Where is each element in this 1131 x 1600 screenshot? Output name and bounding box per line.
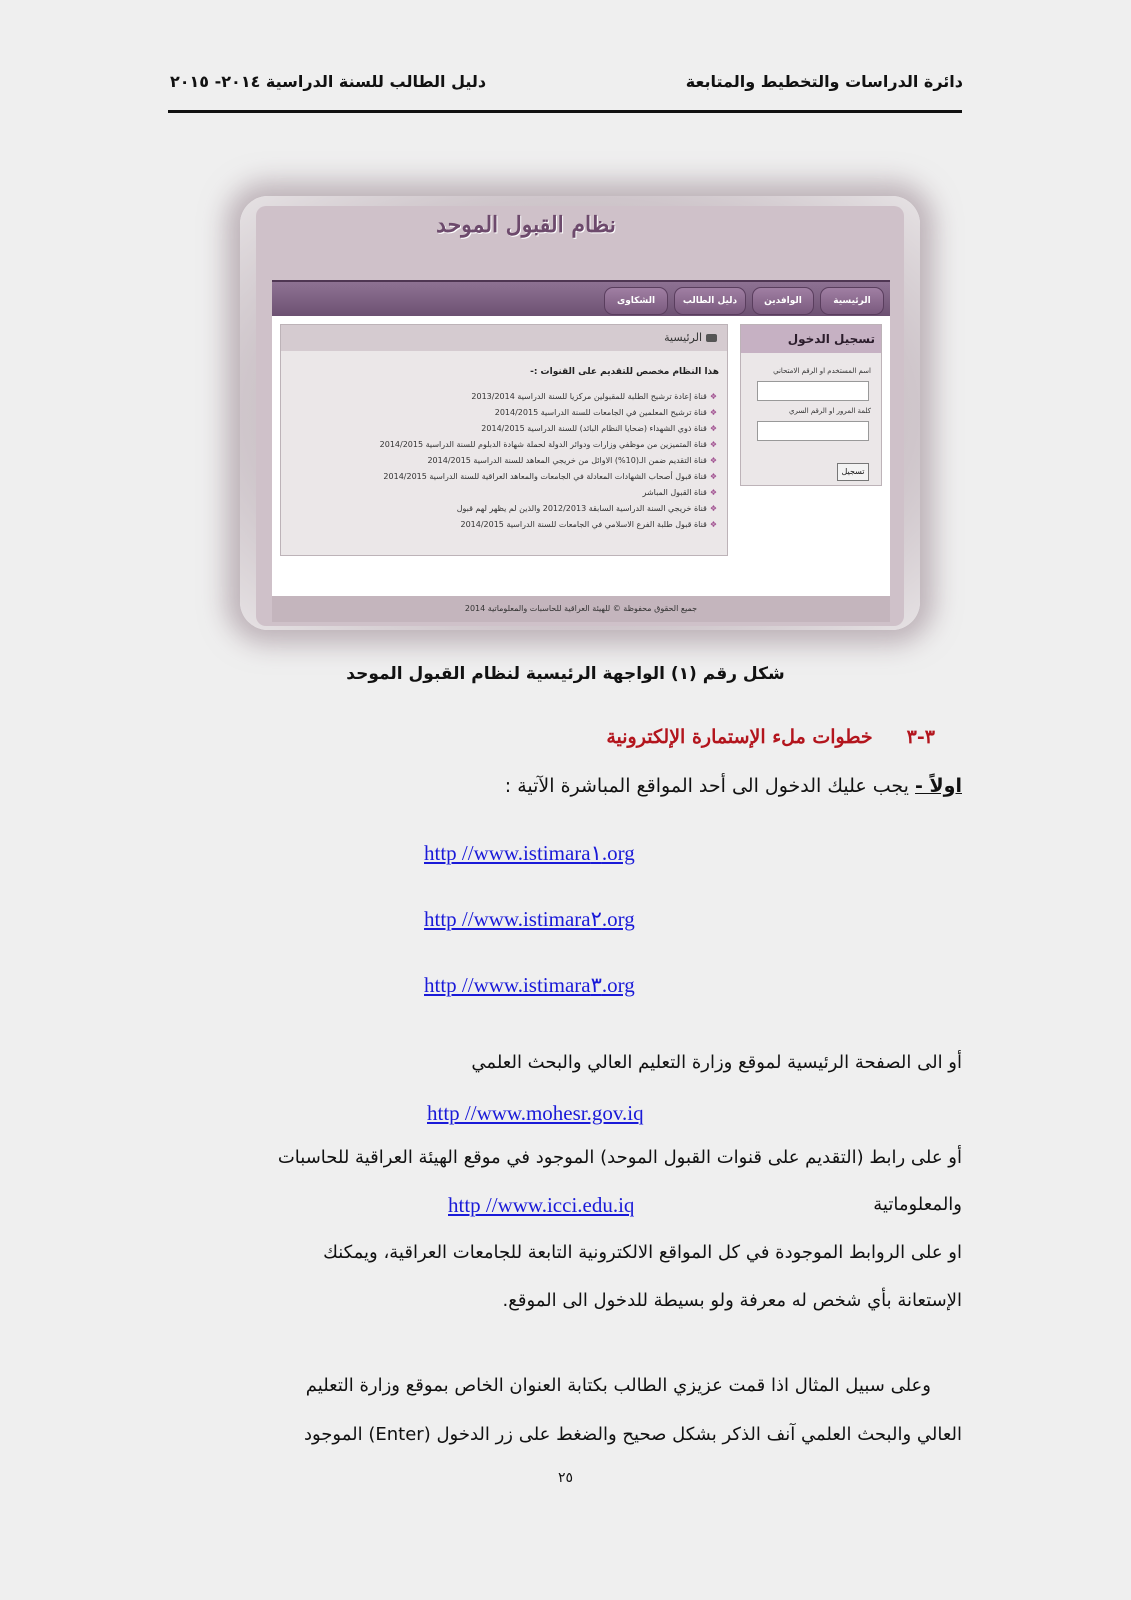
site-footer: جميع الحقوق محفوظة © للهيئة العراقية للحاسبات والمعلوماتية 2014 — [272, 596, 890, 622]
main-panel-title — [281, 325, 727, 351]
bullet-icon: ❖ — [709, 472, 717, 481]
login-panel — [740, 324, 882, 486]
header-department: دائرة الدراسات والتخطيط والمتابعة — [685, 72, 963, 91]
first-step-lead: اولاً - — [915, 775, 962, 797]
channel-link[interactable] — [297, 421, 717, 437]
bullet-icon: ❖ — [709, 440, 717, 449]
icci-paragraph-line1: أو على رابط (التقديم على قنوات القبول الموحد) الموجود في موقع الهيئة العراقية للحاسبات — [277, 1147, 962, 1168]
istimara1-link[interactable]: http //www.istimara١.org — [424, 841, 635, 865]
channel-link-text[interactable]: قناة المتميزين من موظفي وزارات ودوائر الدولة لحملة شهادة الدبلوم للسنة الدراسية 2014/2015 — [379, 440, 707, 449]
channel-link[interactable] — [297, 501, 717, 517]
channel-link-text[interactable]: قناة خريجي السنة الدراسية السابقة 2012/2013 والذين لم يظهر لهم قبول — [456, 504, 707, 513]
icci-link[interactable]: http //www.icci.edu.iq — [448, 1193, 635, 1217]
universities-paragraph-line2: الإستعانة بأي شخص له معرفة ولو بسيطة للدخول الى الموقع. — [502, 1290, 962, 1311]
channel-link[interactable] — [297, 437, 717, 453]
bullet-icon: ❖ — [709, 408, 717, 417]
mohesr-link[interactable]: http //www.mohesr.gov.iq — [427, 1101, 644, 1125]
channel-link-text[interactable]: قناة ذوي الشهداء (ضحايا النظام البائد) للسنة الدراسية 2014/2015 — [481, 424, 707, 433]
channel-link-text[interactable]: قناة قبول طلبة الفرع الاسلامي في الجامعات للسنة الدراسية 2014/2015 — [460, 520, 707, 529]
first-step-body: يجب عليك الدخول الى أحد المواقع المباشرة الآتية : — [504, 775, 916, 797]
header-rule — [168, 110, 962, 113]
bullet-icon: ❖ — [709, 504, 717, 513]
example-paragraph-line2: العالي والبحث العلمي آنف الذكر بشكل صحيح والضغط على زر الدخول (Enter) الموجود — [303, 1424, 962, 1445]
channel-link[interactable] — [297, 405, 717, 421]
main-panel — [280, 324, 728, 556]
main-intro-text: هذا النظام مخصص للتقديم على القنوات :- — [530, 367, 719, 377]
password-input[interactable] — [757, 421, 869, 441]
ministry-paragraph: أو الى الصفحة الرئيسية لموقع وزارة التعليم العالي والبحث العلمي — [471, 1052, 962, 1073]
istimara3-link[interactable]: http //www.istimara٣.org — [424, 973, 635, 997]
site-body — [272, 316, 890, 596]
login-button[interactable]: تسجيل — [837, 463, 869, 481]
icci-paragraph-line2: والمعلوماتية — [873, 1194, 962, 1215]
figure-caption: شكل رقم (١) الواجهة الرئيسية لنظام القبول الموحد — [346, 664, 785, 684]
section-title: خطوات ملء الإستمارة الإلكترونية — [606, 726, 873, 748]
bullet-icon: ❖ — [709, 392, 717, 401]
bullet-icon: ❖ — [709, 520, 717, 529]
username-label: اسم المستخدم او الرقم الامتحاني — [773, 367, 871, 375]
channel-link-text[interactable]: قناة قبول أصحاب الشهادات المعادلة في الجامعات والمعاهد العراقية للسنة الدراسية 2014/2015 — [383, 472, 707, 481]
channel-link[interactable] — [297, 517, 717, 533]
username-input[interactable] — [757, 381, 869, 401]
login-title: تسجيل الدخول — [741, 325, 881, 353]
nav-complaints-button[interactable]: الشكاوى — [604, 287, 668, 315]
header-guide-title: دليل الطالب للسنة الدراسية ٢٠١٤- ٢٠١٥ — [170, 72, 487, 91]
section-number: ٣-٣ — [906, 726, 935, 748]
password-label: كلمة المرور او الرقم السري — [788, 407, 871, 415]
channel-link[interactable] — [297, 389, 717, 405]
bullet-icon: ❖ — [709, 424, 717, 433]
example-paragraph-line1: وعلى سبيل المثال اذا قمت عزيزي الطالب بكتابة العنوان الخاص بموقع وزارة التعليم — [305, 1375, 931, 1396]
nav-visitors-button[interactable]: الوافدين — [752, 287, 814, 315]
monitor-icon — [706, 334, 717, 342]
universities-paragraph-line1: او على الروابط الموجودة في كل المواقع الالكترونية التابعة للجامعات العراقية، ويمكنك — [323, 1242, 962, 1263]
nav-home-button[interactable]: الرئيسية — [820, 287, 884, 315]
site-title: نظام القبول الموحد — [436, 212, 616, 238]
site-nav-bar — [272, 280, 890, 318]
channel-link-text[interactable]: قناة التقديم ضمن الـ(10%) الاوائل من خريجي المعاهد للسنة الدراسية 2014/2015 — [427, 456, 707, 465]
bullet-icon: ❖ — [709, 456, 717, 465]
channel-link[interactable] — [297, 469, 717, 485]
page-number: ٢٥ — [557, 1470, 574, 1486]
channel-list — [297, 389, 717, 533]
main-panel-title-text: الرئيسية — [664, 331, 702, 344]
first-step-text — [505, 775, 962, 797]
section-heading — [606, 726, 935, 748]
bullet-icon: ❖ — [709, 488, 717, 497]
channel-link[interactable] — [297, 453, 717, 469]
channel-link-text[interactable]: قناة ترشيح المعلمين في الجامعات للسنة الدراسية 2014/2015 — [494, 408, 707, 417]
nav-student-guide-button[interactable]: دليل الطالب — [674, 287, 746, 315]
figure-screenshot — [256, 206, 904, 626]
channel-link[interactable] — [297, 485, 717, 501]
istimara2-link[interactable]: http //www.istimara٢.org — [424, 907, 635, 931]
channel-link-text[interactable]: قناة القبول المباشر — [642, 488, 707, 497]
channel-link-text[interactable]: قناة إعادة ترشيح الطلبة للمقبولين مركزيا للسنة الدراسية 2013/2014 — [471, 392, 707, 401]
